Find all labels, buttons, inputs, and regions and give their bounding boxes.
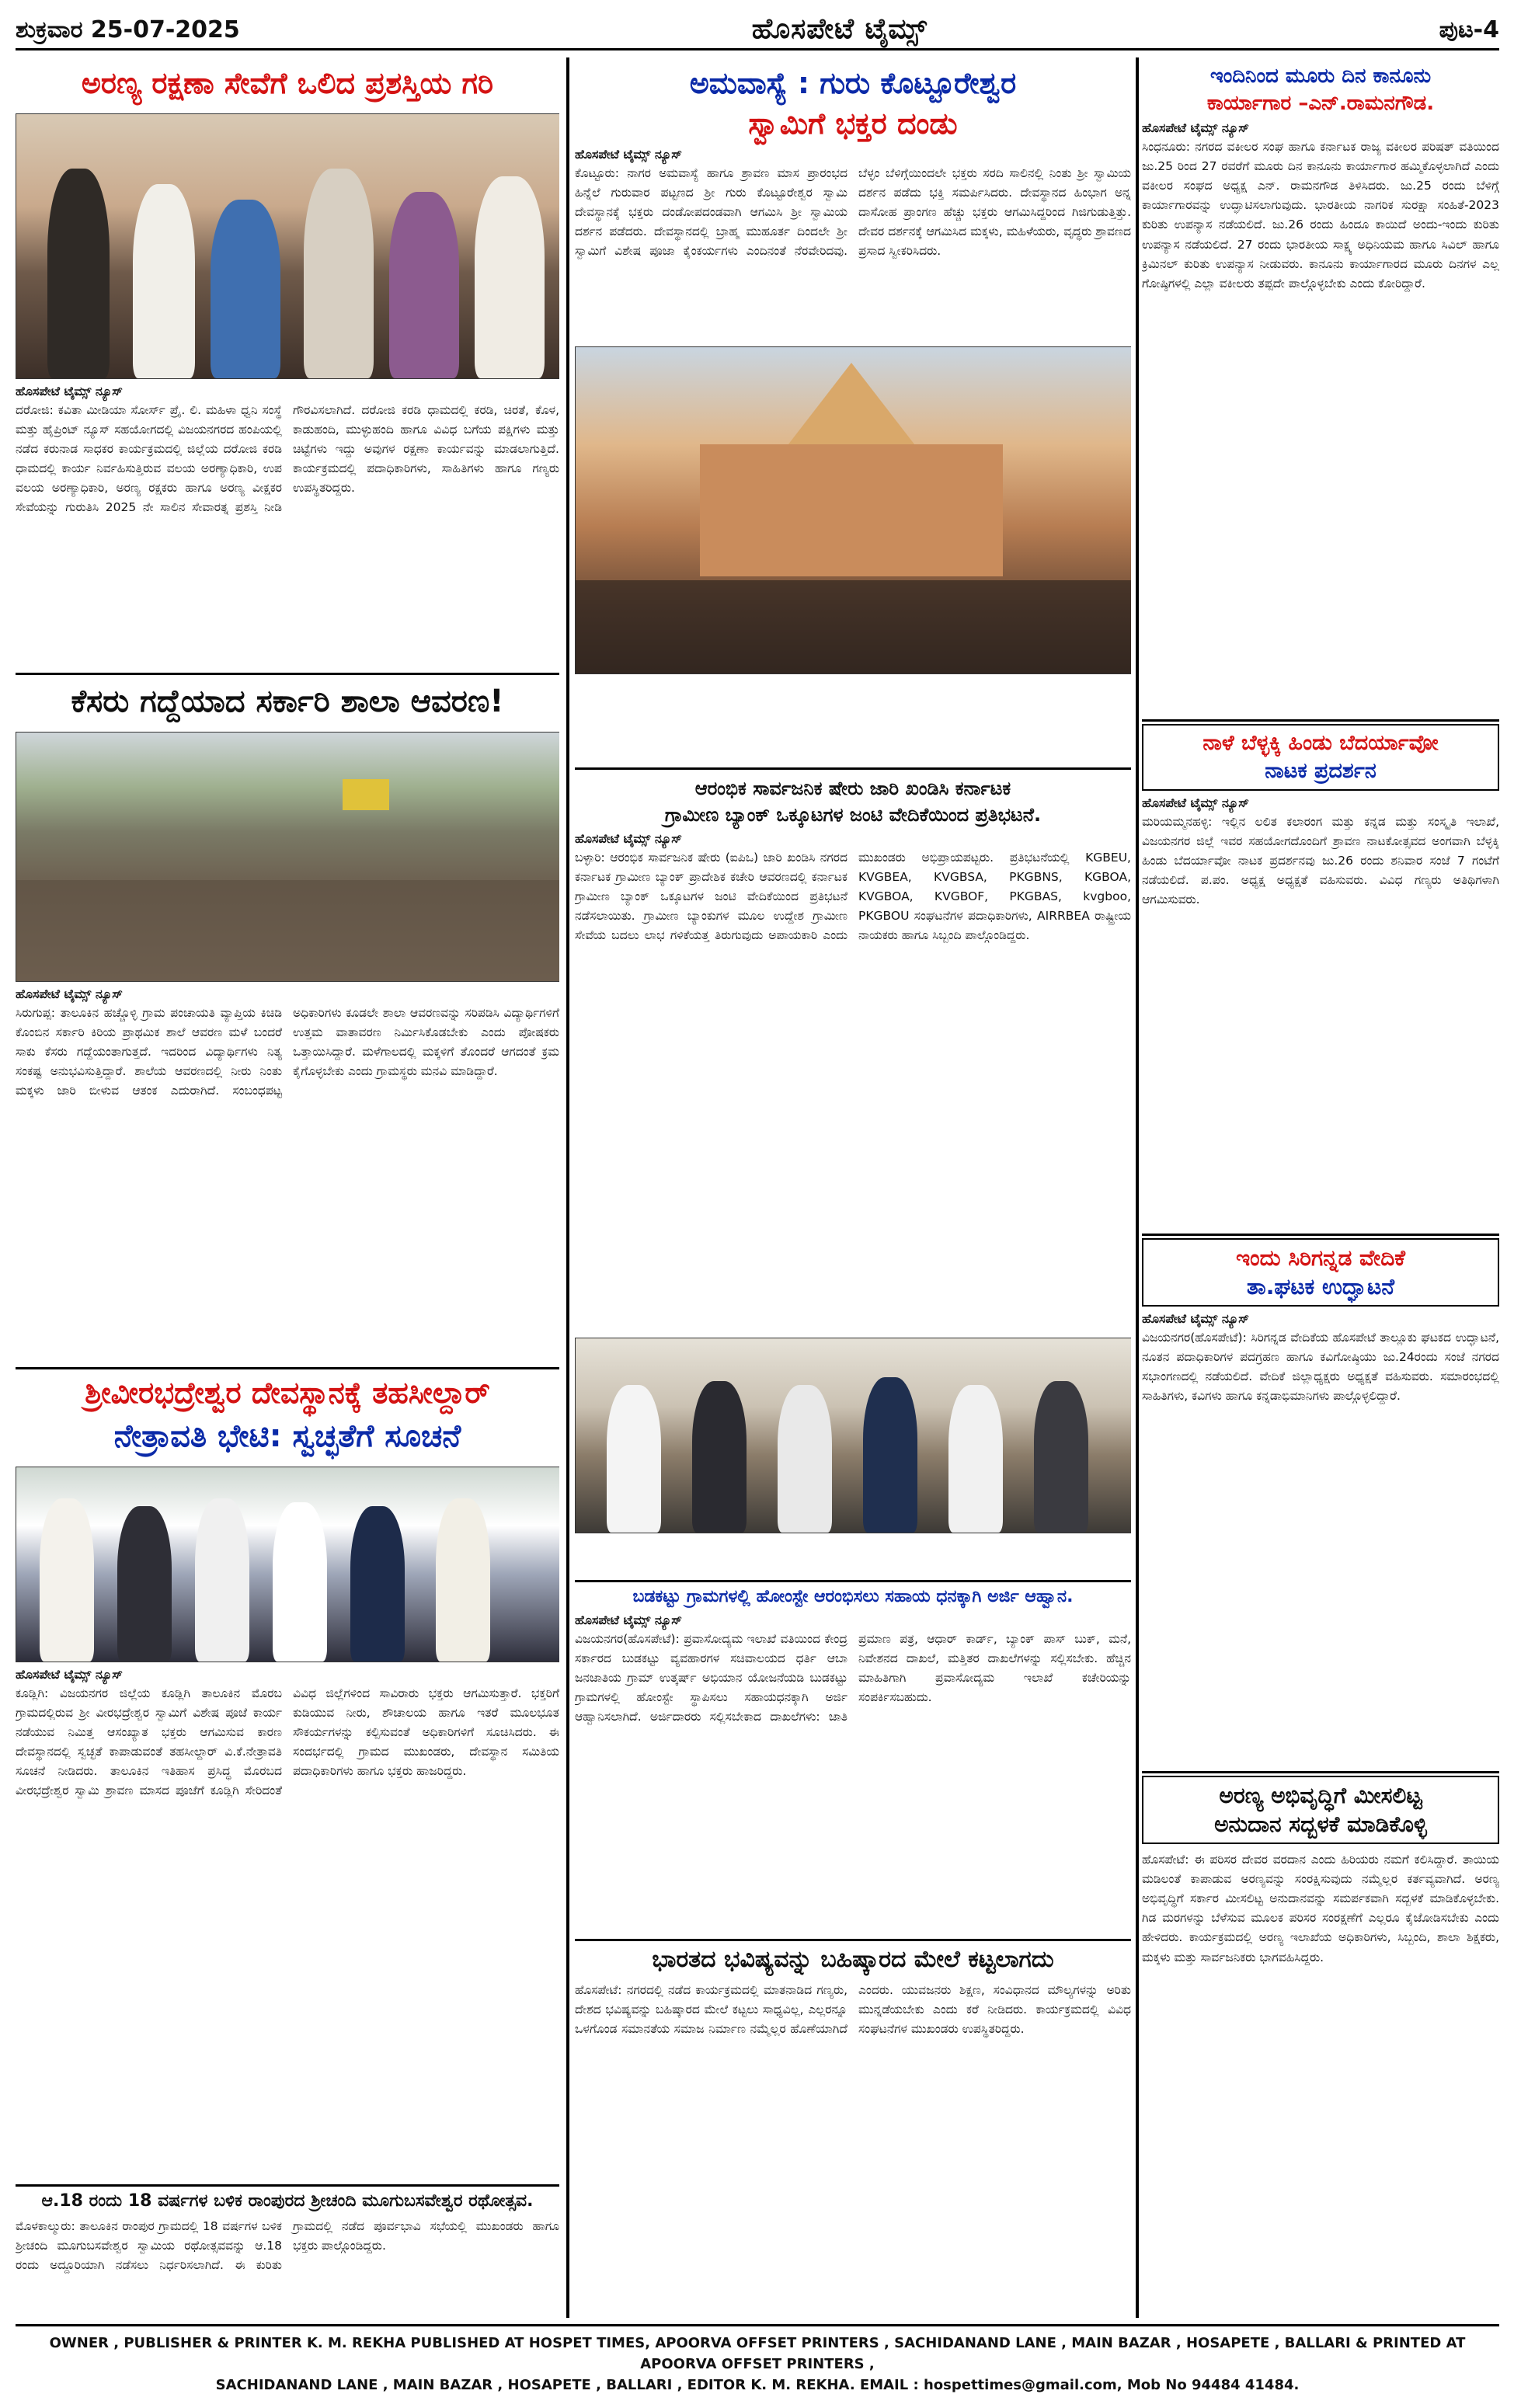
headline-line2: ನೇತ್ರಾವತಿ ಭೇಟಿ: ಸ್ವಚ್ಛತೆಗೆ ಸೂಚನೆ [113, 1418, 461, 1454]
article-body: ಕೊಟ್ಟೂರು: ನಾಗರ ಅಮವಾಸ್ಯೆ ಹಾಗೂ ಶ್ರಾವಣ ಮಾಸ ಪ್ರಾರಂಭದ ಹಿನ್ನೆಲೆ ಗುರುವಾರ ಪಟ್ಟಣದ ಶ್ರೀ ಗುರು ಕೊಟ್ಟೂರೇಶ್ವರ ಸ್ವಾಮಿ ದೇವಸ್ಥಾನಕ್ಕೆ ಭಕ್ತರು ದಂಡೋಪದಂಡವಾಗಿ ಆಗಮಿಸಿ ಶ್ರೀ ಸ್ವಾಮಿಯ ದರ್ಶನ ಪಡೆದರು. ದೇವಸ್ಥಾನದಲ್ಲಿ ಬ್ರಾಹ್ಮ ಮುಹೂರ್ತ ದಿಂದಲೇ ಶ್ರೀ ಸ್ವಾಮಿಗೆ ವಿಶೇಷ ಪೂಜಾ ಕೈಂಕರ್ಯಗಳು ಎಂದಿನಂತೆ ನೆರವೇರಿದವು. ಬೆಳ್ಳಂ ಬೆಳಿಗ್ಗೆಯಿಂದಲೇ ಭಕ್ತರು ಸರದಿ ಸಾಲಿನಲ್ಲಿ ನಿಂತು ಶ್ರೀ ಸ್ವಾಮಿಯ ದರ್ಶನ ಪಡೆದು ಭಕ್ತಿ ಸಮರ್ಪಿಸಿದರು. ದೇವಸ್ಥಾನದ ಹಿಂಭಾಗ ಅನ್ನ ದಾಸೋಹ ಪ್ರಾಂಗಣ ಹೆಚ್ಚು ಭಕ್ತರು ಆಗಮಿಸಿದ್ದರಿಂದ ಗಿಜಿಗುಡುತ್ತಿತ್ತು. ದೇವರ ದರ್ಶನಕ್ಕೆ ಆಗಮಿಸಿದ ಮಕ್ಕಳು, ಮಹಿಳೆಯರು, ವೃದ್ಧರು ಶ್ರಾವಣದ ಪ್ರಸಾದ ಸ್ವೀಕರಿಸಿದರು. [575, 166, 1131, 259]
section-rule [575, 1939, 1131, 1941]
article-temple-visit [16, 1372, 559, 2180]
headline-box [1142, 1238, 1499, 1307]
article-forest-grant [1142, 1776, 1499, 2319]
section-rule [1142, 1771, 1499, 1773]
article-future [575, 1943, 1131, 2319]
article-body: ಸಿಂಧನೂರು: ನಗರದ ವಕೀಲರ ಸಂಘ ಹಾಗೂ ಕರ್ನಾಟಕ ರಾಜ್ಯ ವಕೀಲರ ಪರಿಷತ್ ವತಿಯಿಂದ ಜು.25 ರಿಂದ 27 ರವರೆಗೆ ಮೂರು ದಿನ ಕಾನೂನು ಕಾರ್ಯಾಗಾರ ಹಮ್ಮಿಕೊಳ್ಳಲಾಗಿದೆ ಎಂದು ವಕೀಲರ ಸಂಘದ ಅಧ್ಯಕ್ಷ ಎನ್. ರಾಮನಗೌಡ ತಿಳಿಸಿದರು. ಜು.25 ರಂದು ಬೆಳಿಗ್ಗೆ ಕಾರ್ಯಾಗಾರವನ್ನು ಉದ್ಘಾಟಿಸಲಾಗುವುದು. ಭಾರತೀಯ ನಾಗರಿಕ ಸುರಕ್ಷಾ ಸಂಹಿತೆ-2023 ಕುರಿತು ಉಪನ್ಯಾಸ ನಡೆಯಲಿದೆ. ಜು.26 ರಂದು ಹಿಂದೂ ಕಾಯಿದೆ ಅಂದು-ಇಂದು ಕುರಿತು ಉಪನ್ಯಾಸ ನಡೆಯಲಿದೆ. 27 ರಂದು ಭಾರತೀಯ ಸಾಕ್ಷ್ಯ ಅಧಿನಿಯಮ ಹಾಗೂ ಸಿವಿಲ್ ಹಾಗೂ ಕ್ರಿಮಿನಲ್ ಕುರಿತು ಉಪನ್ಯಾಸ ನೀಡುವರು. ಕಾನೂನು ಕಾರ್ಯಾಗಾರದ ಮೂರು ದಿನಗಳ ಎಲ್ಲ ಗೋಷ್ಠಿಗಳಲ್ಲಿ ಎಲ್ಲಾ ವಕೀಲರು ತಪ್ಪದೇ ಪಾಲ್ಗೊಳ್ಳಬೇಕು ಎಂದು ಕೋರಿದ್ದಾರೆ. [1142, 140, 1499, 291]
headline-line1: ಶ್ರೀವೀರಭದ್ರೇಶ್ವರ ದೇವಸ್ಥಾನಕ್ಕೆ ತಹಸೀಲ್ದಾರ್ [85, 1376, 490, 1410]
imprint-line2: SACHIDANAND LANE , MAIN BAZAR , HOSAPETE , BALLARI , EDITOR K. M. REKHA. EMAIL : hospettimes@gmail.com, Mob No 94484 41484. [215, 2377, 1300, 2393]
byline: ಹೊಸಪೇಟೆ ಟೈಮ್ಸ್ ನ್ಯೂಸ್ [1142, 120, 1249, 135]
byline: ಹೊಸಪೇಟೆ ಟೈಮ್ಸ್ ನ್ಯೂಸ್ [575, 1612, 682, 1627]
article-body: ಹೊಸಪೇಟೆ: ನಗರದಲ್ಲಿ ನಡೆದ ಕಾರ್ಯಕ್ರಮದಲ್ಲಿ ಮಾತನಾಡಿದ ಗಣ್ಯರು, ದೇಶದ ಭವಿಷ್ಯವನ್ನು ಬಹಿಷ್ಕಾರದ ಮೇಲೆ ಕಟ್ಟಲು ಸಾಧ್ಯವಿಲ್ಲ, ಎಲ್ಲರನ್ನೂ ಒಳಗೊಂಡ ಸಮಾನತೆಯ ಸಮಾಜ ನಿರ್ಮಾಣ ನಮ್ಮೆಲ್ಲರ ಹೊಣೆಯಾಗಿದೆ ಎಂದರು. ಯುವಜನರು ಶಿಕ್ಷಣ, ಸಂವಿಧಾನದ ಮೌಲ್ಯಗಳನ್ನು ಅರಿತು ಮುನ್ನಡೆಯಬೇಕು ಎಂದು ಕರೆ ನೀಡಿದರು. ಕಾರ್ಯಕ್ರಮದಲ್ಲಿ ವಿವಿಧ ಸಂಘಟನೆಗಳ ಮುಖಂಡರು ಉಪಸ್ಥಿತರಿದ್ದರು. [575, 1982, 1131, 2036]
imprint-footer [16, 2324, 1499, 2396]
headline-line2: ಗ್ರಾಮೀಣ ಬ್ಯಾಂಕ್ ಒಕ್ಕೂಟಗಳ ಜಂಟಿ ವೇದಿಕೆಯಿಂದ ಪ್ರತಿಭಟನೆ. [664, 804, 1042, 826]
article-law-workshop [1142, 61, 1499, 713]
masthead [16, 11, 1499, 50]
article-body: ಸಿರುಗುಪ್ಪ: ತಾಲೂಕಿನ ಹಚ್ಚೊಳ್ಳಿ ಗ್ರಾಮ ಪಂಚಾಯತಿ ವ್ಯಾಪ್ತಿಯ ಕಿಚಿಡಿ ಕೊಂಬಿನ ಸರ್ಕಾರಿ ಕಿರಿಯ ಪ್ರಾಥಮಿಕ ಶಾಲೆ ಆವರಣ ಮಳೆ ಬಂದರೆ ಸಾಕು ಕೆಸರು ಗದ್ದೆಯಂತಾಗುತ್ತದೆ. ಇದರಿಂದ ವಿದ್ಯಾರ್ಥಿಗಳು ನಿತ್ಯ ಸಂಕಷ್ಟ ಅನುಭವಿಸುತ್ತಿದ್ದಾರೆ. ಶಾಲೆಯ ಆವರಣದಲ್ಲಿ ನೀರು ನಿಂತು ಮಕ್ಕಳು ಜಾರಿ ಬೀಳುವ ಆತಂಕ ಎದುರಾಗಿದೆ. ಸಂಬಂಧಪಟ್ಟ ಅಧಿಕಾರಿಗಳು ಕೂಡಲೇ ಶಾಲಾ ಆವರಣವನ್ನು ಸರಿಪಡಿಸಿ ವಿದ್ಯಾರ್ಥಿಗಳಿಗೆ ಉತ್ತಮ ವಾತಾವರಣ ನಿರ್ಮಿಸಿಕೊಡಬೇಕು ಎಂದು ಪೋಷಕರು ಒತ್ತಾಯಿಸಿದ್ದಾರೆ. ಮಳೆಗಾಲದಲ್ಲಿ ಮಕ್ಕಳಿಗೆ ತೊಂದರೆ ಆಗದಂತೆ ಕ್ರಮ ಕೈಗೊಳ್ಳಬೇಕು ಎಂದು ಗ್ರಾಮಸ್ಥರು ಮನವಿ ಮಾಡಿದ್ದಾರೆ. [16, 1006, 559, 1098]
headline-line2: ಕಾರ್ಯಾಗಾರ –ಎನ್.ರಾಮನಗೌಡ. [1206, 91, 1435, 115]
article-amavasya [575, 61, 1131, 760]
headline: ಬಡಕಟ್ಟು ಗ್ರಾಮಗಳಲ್ಲಿ ಹೋಂಸ್ಟೇ ಆರಂಭಿಸಲು ಸಹಾಯ ಧನಕ್ಕಾಗಿ ಅರ್ಜಿ ಆಹ್ವಾನ. [632, 1587, 1074, 1606]
article-body: ದರೋಜಿ: ಕವಿತಾ ಮೀಡಿಯಾ ಸೋರ್ಸ್ ಪ್ರೈ. ಲಿ. ಮಹಿಳಾ ಧ್ವನಿ ಸಂಸ್ಥೆ ಮತ್ತು ಹೈಪ್ರಿಂಟ್ ನ್ಯೂಸ್ ಸಹಯೋಗದಲ್ಲಿ ವಿಜಯನಗರದ ಹಂಪಿಯಲ್ಲಿ ನಡೆದ ಕರುನಾಡ ಸಾಧಕರ ಕಾರ್ಯಕ್ರಮದಲ್ಲಿ ಜಿಲ್ಲೆಯ ದರೋಜಿ ಕರಡಿ ಧಾಮದಲ್ಲಿ ಕಾರ್ಯ ನಿರ್ವಹಿಸುತ್ತಿರುವ ವಲಯ ಅರಣ್ಯಾಧಿಕಾರಿ, ಉಪ ವಲಯ ಅರಣ್ಯಾಧಿಕಾರಿ, ಅರಣ್ಯ ರಕ್ಷಕರು ಹಾಗೂ ಅರಣ್ಯ ವೀಕ್ಷಕರ ಸೇವೆಯನ್ನು ಗುರುತಿಸಿ 2025 ನೇ ಸಾಲಿನ ಸೇವಾರತ್ನ ಪ್ರಶಸ್ತಿ ನೀಡಿ ಗೌರವಿಸಲಾಗಿದೆ. ದರೋಜಿ ಕರಡಿ ಧಾಮದಲ್ಲಿ ಕರಡಿ, ಚಿರತೆ, ಕೊಳ, ಕಾಡುಹಂದಿ, ಮುಳ್ಳುಹಂದಿ ಹಾಗೂ ವಿವಿಧ ಬಗೆಯ ಪಕ್ಷಿಗಳು ಮತ್ತು ಚಿಟ್ಟೆಗಳು ಇದ್ದು ಅವುಗಳ ರಕ್ಷಣಾ ಕಾರ್ಯವನ್ನು ಮಾಡಲಾಗುತ್ತಿದೆ. ಕಾರ್ಯಕ್ರಮದಲ್ಲಿ ಪದಾಧಿಕಾರಿಗಳು, ಸಾಹಿತಿಗಳು ಹಾಗೂ ಗಣ್ಯರು ಉಪಸ್ಥಿತರಿದ್ದರು. [16, 402, 559, 515]
headline-line1: ಅಮವಾಸ್ಯೆ : ಗುರು ಕೊಟ್ಟೂರೇಶ್ವರ [689, 66, 1017, 100]
headline: ಆ.18 ರಂದು 18 ವರ್ಷಗಳ ಬಳಿಕ ರಾಂಪುರದ ಶ್ರೀಚಂದಿ ಮೂಗುಬಸವೇಶ್ವರ ರಥೋತ್ಸವ. [41, 2191, 534, 2211]
byline: ಹೊಸಪೇಟೆ ಟೈಮ್ಸ್ ನ್ಯೂಸ್ [1142, 1311, 1249, 1326]
section-rule [16, 2184, 559, 2187]
headline-box [1142, 1776, 1499, 1844]
section-rule [16, 1367, 559, 1369]
headline-line2: ಸ್ವಾಮಿಗೆ ಭಕ್ತರ ದಂಡು [748, 106, 958, 141]
headline-line2: ತಾ.ಘಟಕ ಉದ್ಘಾಟನೆ [1246, 1274, 1395, 1300]
column-rule [566, 57, 569, 2318]
headline-line1: ಇಂದಿನಿಂದ ಮೂರು ದಿನ ಕಾನೂನು [1209, 64, 1432, 88]
article-body: ಕೂಡ್ಲಿಗಿ: ವಿಜಯನಗರ ಜಿಲ್ಲೆಯ ಕೂಡ್ಲಿಗಿ ತಾಲೂಕಿನ ಮೊರಬ ಗ್ರಾಮದಲ್ಲಿರುವ ಶ್ರೀ ವೀರಭದ್ರೇಶ್ವರ ಸ್ವಾಮಿಗೆ ವಿಶೇಷ ಪೂಜೆ ಕಾರ್ಯ ನಡೆಯುವ ನಿಮಿತ್ತ ಆಸಂಖ್ಯಾತ ಭಕ್ತರು ಆಗಮಿಸುವ ಕಾರಣ ದೇವಸ್ಥಾನದಲ್ಲಿ ಸ್ವಚ್ಛತೆ ಕಾಪಾಡುವಂತೆ ತಹಸೀಲ್ದಾರ್ ವಿ.ಕೆ.ನೇತ್ರಾವತಿ ಸೂಚನೆ ನೀಡಿದರು. ತಾಲೂಕಿನ ಇತಿಹಾಸ ಪ್ರಸಿದ್ಧ ಮೊರಬದ ವೀರಭದ್ರೇಶ್ವರ ಸ್ವಾಮಿ ಶ್ರಾವಣ ಮಾಸದ ಪೂಜೆಗೆ ಕೂಡ್ಲಿಗಿ ಸೇರಿದಂತೆ ವಿವಿಧ ಜಿಲ್ಲೆಗಳಿಂದ ಸಾವಿರಾರು ಭಕ್ತರು ಆಗಮಿಸುತ್ತಾರೆ. ಭಕ್ತರಿಗೆ ಕುಡಿಯುವ ನೀರು, ಶೌಚಾಲಯ ಹಾಗೂ ಇತರೆ ಮೂಲಭೂತ ಸೌಕರ್ಯಗಳನ್ನು ಕಲ್ಪಿಸುವಂತೆ ಅಧಿಕಾರಿಗಳಿಗೆ ಸೂಚಿಸಿದರು. ಈ ಸಂದರ್ಭದಲ್ಲಿ ಗ್ರಾಮದ ಮುಖಂಡರು, ದೇವಸ್ಥಾನ ಸಮಿತಿಯ ಪದಾಧಿಕಾರಿಗಳು ಹಾಗೂ ಭಕ್ತರು ಹಾಜರಿದ್ದರು. [16, 1686, 559, 1798]
headline-line2: ಅನುದಾನ ಸದ್ಬಳಕೆ ಮಾಡಿಕೊಳ್ಳಿ [1214, 1811, 1427, 1837]
headline-line1: ಅರಣ್ಯ ಅಭಿವೃದ್ಧಿಗೆ ಮೀಸಲಿಟ್ಟ [1219, 1783, 1422, 1808]
section-rule [575, 767, 1131, 770]
headline: ಅರಣ್ಯ ರಕ್ಷಣಾ ಸೇವೆಗೆ ಒಲಿದ ಪ್ರಶಸ್ತಿಯ ಗರಿ [81, 66, 494, 100]
byline: ಹೊಸಪೇಟೆ ಟೈಮ್ಸ್ ನ್ಯೂಸ್ [575, 831, 682, 846]
page-number: ಪುಟ-4 [1439, 16, 1499, 43]
temple-photo [575, 346, 1131, 674]
headline: ಕೆಸರು ಗದ್ದೆಯಾದ ಸರ್ಕಾರಿ ಶಾಲಾ ಆವರಣ! [71, 684, 504, 719]
article-body: ಮೊಳಕಾಲ್ಮುರು: ತಾಲೂಕಿನ ರಾಂಪುರ ಗ್ರಾಮದಲ್ಲಿ 18 ವರ್ಷಗಳ ಬಳಿಕ ಶ್ರೀಚಂದಿ ಮೂಗುಬಸವೇಶ್ವರ ಸ್ವಾಮಿಯ ರಥೋತ್ಸವವನ್ನು ಆ.18 ರಂದು ಅದ್ದೂರಿಯಾಗಿ ನಡೆಸಲು ನಿರ್ಧರಿಸಲಾಗಿದೆ. ಈ ಕುರಿತು ಗ್ರಾಮದಲ್ಲಿ ನಡೆದ ಪೂರ್ವಭಾವಿ ಸಭೆಯಲ್ಲಿ ಮುಖಂಡರು ಹಾಗೂ ಭಕ್ತರು ಪಾಲ್ಗೊಂಡಿದ್ದರು. [16, 2218, 559, 2272]
article-rathotsava [16, 2189, 559, 2319]
article-homestay-grant [575, 1585, 1131, 1934]
headline-box [1142, 724, 1499, 791]
byline: ಹೊಸಪೇಟೆ ಟೈಮ್ಸ್ ನ್ಯೂಸ್ [16, 1666, 123, 1682]
article-drama [1142, 724, 1499, 1229]
newspaper-name: ಹೊಸಪೇಟೆ ಟೈಮ್ಸ್ [751, 13, 928, 45]
headline-line1: ಇಂದು ಸಿರಿಗನ್ನಡ ವೇದಿಕೆ [1235, 1245, 1406, 1271]
section-rule [1142, 1234, 1499, 1236]
article-bank-protest [575, 774, 1131, 1574]
article-vedike [1142, 1238, 1499, 1766]
byline: ಹೊಸಪೇಟೆ ಟೈಮ್ಸ್ ನ್ಯೂಸ್ [16, 383, 123, 398]
muddy-school-photo [16, 732, 559, 982]
headline-line2: ನಾಟಕ ಪ್ರದರ್ಶನ [1265, 758, 1377, 783]
article-body: ಮರಿಯಮ್ಮನಹಳ್ಳಿ: ಇಲ್ಲಿನ ಲಲಿತ ಕಲಾರಂಗ ಮತ್ತು ಕನ್ನಡ ಮತ್ತು ಸಂಸ್ಕೃತಿ ಇಲಾಖೆ, ವಿಜಯನಗರ ಜಿಲ್ಲೆ ಇವರ ಸಹಯೋಗದೊಂದಿಗೆ ಶ್ರಾವಣ ನಾಟಕೋತ್ಸವದ ಅಂಗವಾಗಿ ಬೆಳ್ಳಕ್ಕಿ ಹಿಂಡು ಬೆದರ್ಯಾವೋ ನಾಟಕ ಪ್ರದರ್ಶನವು ಜು.26 ರಂದು ಶನಿವಾರ ಸಂಜೆ 7 ಗಂಟೆಗೆ ನಡೆಯಲಿದೆ. ಪ.ಪಂ. ಅಧ್ಯಕ್ಷ ಅಧ್ಯಕ್ಷತೆ ವಹಿಸುವರು. ವಿವಿಧ ಗಣ್ಯರು ಅತಿಥಿಗಳಾಗಿ ಆಗಮಿಸುವರು. [1142, 814, 1499, 906]
section-rule [1142, 719, 1499, 722]
byline: ಹೊಸಪೇಟೆ ಟೈಮ್ಸ್ ನ್ಯೂಸ್ [575, 147, 682, 162]
byline: ಹೊಸಪೇಟೆ ಟೈಮ್ಸ್ ನ್ಯೂಸ್ [1142, 795, 1249, 810]
article-body: ಬಳ್ಳಾರಿ: ಆರಂಭಿಕ ಸಾರ್ವಜನಿಕ ಷೇರು (ಐಪಿಒ) ಜಾರಿ ಖಂಡಿಸಿ ನಗರದ ಕರ್ನಾಟಕ ಗ್ರಾಮೀಣ ಬ್ಯಾಂಕ್ ಪ್ರಾದೇಶಿಕ ಕಚೇರಿ ಆವರಣದಲ್ಲಿ ಕರ್ನಾಟಕ ಗ್ರಾಮೀಣ ಬ್ಯಾಂಕ್ ಒಕ್ಕೂಟಗಳ ಜಂಟಿ ವೇದಿಕೆಯಿಂದ ಪ್ರತಿಭಟನೆ ನಡೆಸಲಾಯಿತು. ಗ್ರಾಮೀಣ ಬ್ಯಾಂಕುಗಳ ಮೂಲ ಉದ್ದೇಶ ಗ್ರಾಮೀಣ ಸೇವೆಯ ಬದಲು ಲಾಭ ಗಳಿಕೆಯತ್ತ ತಿರುಗುವುದು ಅಪಾಯಕಾರಿ ಎಂದು ಮುಖಂಡರು ಅಭಿಪ್ರಾಯಪಟ್ಟರು. ಪ್ರತಿಭಟನೆಯಲ್ಲಿ KGBEU, KVGBEA, KVGBSA, PKGBNS, KGBOA, KVGBOA, KVGBOF, PKGBAS, kvgboo, PKGBOU ಸಂಘಟನೆಗಳ ಪದಾಧಿಕಾರಿಗಳು, AIRRBEA ರಾಷ್ಟ್ರೀಯ ನಾಯಕರು ಹಾಗೂ ಸಿಬ್ಬಂದಿ ಪಾಲ್ಗೊಂಡಿದ್ದರು. [575, 851, 1131, 943]
headline-line1: ನಾಳೆ ಬೆಳ್ಳಕ್ಕಿ ಹಿಂಡು ಬೆದರ್ಯಾವೋ [1202, 731, 1439, 755]
article-body: ವಿಜಯನಗರ(ಹೊಸಪೇಟೆ): ಸಿರಿಗನ್ನಡ ವೇದಿಕೆಯ ಹೊಸಪೇಟೆ ತಾಲ್ಲೂಕು ಘಟಕದ ಉದ್ಘಾಟನೆ, ನೂತನ ಪದಾಧಿಕಾರಿಗಳ ಪದಗ್ರಹಣ ಹಾಗೂ ಕವಿಗೋಷ್ಠಿಯು ಜು.24ರಂದು ಸಂಜೆ ನಗರದ ಸಭಾಂಗಣದಲ್ಲಿ ನಡೆಯಲಿದೆ. ವೇದಿಕೆ ಜಿಲ್ಲಾಧ್ಯಕ್ಷರು ಅಧ್ಯಕ್ಷತೆ ವಹಿಸುವರು. ಸಮಾರಂಭದಲ್ಲಿ ಸಾಹಿತಿಗಳು, ಕವಿಗಳು ಹಾಗೂ ಕನ್ನಡಾಭಿಮಾನಿಗಳು ಪಾಲ್ಗೊಳ್ಳಲಿದ್ದಾರೆ. [1142, 1331, 1499, 1404]
article-forest-award [16, 61, 559, 666]
column-rule [1136, 57, 1139, 2318]
headline: ಭಾರತದ ಭವಿಷ್ಯವನ್ನು ಬಹಿಷ್ಕಾರದ ಮೇಲೆ ಕಟ್ಟಲಾಗದು [652, 1946, 1054, 1973]
officials-photo [16, 1467, 559, 1662]
article-body: ಹೊಸಪೇಟೆ: ಈ ಪರಿಸರ ದೇವರ ವರದಾನ ಎಂದು ಹಿರಿಯರು ನಮಗೆ ಕಲಿಸಿದ್ದಾರೆ. ತಾಯಿಯ ಮಡಿಲಂತೆ ಕಾಪಾಡುವ ಅರಣ್ಯವನ್ನು ಸಂರಕ್ಷಿಸುವುದು ನಮ್ಮೆಲ್ಲರ ಕರ್ತವ್ಯವಾಗಿದೆ. ಅರಣ್ಯ ಅಭಿವೃದ್ಧಿಗೆ ಸರ್ಕಾರ ಮೀಸಲಿಟ್ಟ ಅನುದಾನವನ್ನು ಸಮರ್ಪಕವಾಗಿ ಸದ್ಬಳಕೆ ಮಾಡಿಕೊಳ್ಳಬೇಕು. ಗಿಡ ಮರಗಳನ್ನು ಬೆಳೆಸುವ ಮೂಲಕ ಪರಿಸರ ಸಂರಕ್ಷಣೆಗೆ ಎಲ್ಲರೂ ಕೈಜೋಡಿಸಬೇಕು ಎಂದು ಹೇಳಿದರು. ಕಾರ್ಯಕ್ರಮದಲ್ಲಿ ಅರಣ್ಯ ಇಲಾಖೆಯ ಅಧಿಕಾರಿಗಳು, ಸಿಬ್ಬಂದಿ, ಶಾಲಾ ಶಿಕ್ಷಕರು, ಮಕ್ಕಳು ಮತ್ತು ಸಾರ್ವಜನಿಕರು ಭಾಗವಹಿಸಿದ್ದರು. [1142, 1853, 1499, 1964]
headline-line1: ಆರಂಭಿಕ ಸಾರ್ವಜನಿಕ ಷೇರು ಜಾರಿ ಖಂಡಿಸಿ ಕರ್ನಾಟಕ [694, 778, 1011, 799]
award-photo [16, 113, 559, 379]
byline: ಹೊಸಪೇಟೆ ಟೈಮ್ಸ್ ನ್ಯೂಸ್ [16, 987, 123, 1001]
protest-photo [575, 1338, 1131, 1533]
article-body: ವಿಜಯನಗರ(ಹೊಸಪೇಟೆ): ಪ್ರವಾಸೋದ್ಯಮ ಇಲಾಖೆ ವತಿಯಿಂದ ಕೇಂದ್ರ ಸರ್ಕಾರದ ಬುಡಕಟ್ಟು ವ್ಯವಹಾರಗಳ ಸಚಿವಾಲಯದ ಧರ್ತಿ ಆಬಾ ಜನಜಾತಿಯ ಗ್ರಾಮ್ ಉತ್ಕರ್ಷ್ ಅಭಿಯಾನ ಯೋಜನೆಯಡಿ ಬುಡಕಟ್ಟು ಗ್ರಾಮಗಳಲ್ಲಿ ಹೋಂಸ್ಟೇ ಸ್ಥಾಪಿಸಲು ಸಹಾಯಧನಕ್ಕಾಗಿ ಅರ್ಜಿ ಆಹ್ವಾನಿಸಲಾಗಿದೆ. ಅರ್ಜಿದಾರರು ಸಲ್ಲಿಸಬೇಕಾದ ದಾಖಲೆಗಳು: ಜಾತಿ ಪ್ರಮಾಣ ಪತ್ರ, ಆಧಾರ್ ಕಾರ್ಡ್, ಬ್ಯಾಂಕ್ ಪಾಸ್ ಬುಕ್, ಮನೆ, ನಿವೇಶನದ ದಾಖಲೆ, ಮತ್ತಿತರ ದಾಖಲೆಗಳನ್ನು ಸಲ್ಲಿಸಬೇಕು. ಹೆಚ್ಚಿನ ಮಾಹಿತಿಗಾಗಿ ಪ್ರವಾಸೋದ್ಯಮ ಇಲಾಖೆ ಕಚೇರಿಯನ್ನು ಸಂಪರ್ಕಿಸಬಹುದು. [575, 1631, 1131, 1724]
section-rule [16, 673, 559, 675]
section-rule [575, 1580, 1131, 1582]
issue-date: ಶುಕ್ರವಾರ 25-07-2025 [16, 16, 240, 43]
article-school [16, 679, 559, 1362]
imprint-line1: OWNER , PUBLISHER & PRINTER K. M. REKHA PUBLISHED AT HOSPET TIMES, APOORVA OFFSET PRINTERS , SACHIDANAND LANE , MAIN BAZAR , HOSAPETE , BALLARI & PRINTED AT APOORVA OFFSET PRINTERS , [49, 2335, 1466, 2372]
